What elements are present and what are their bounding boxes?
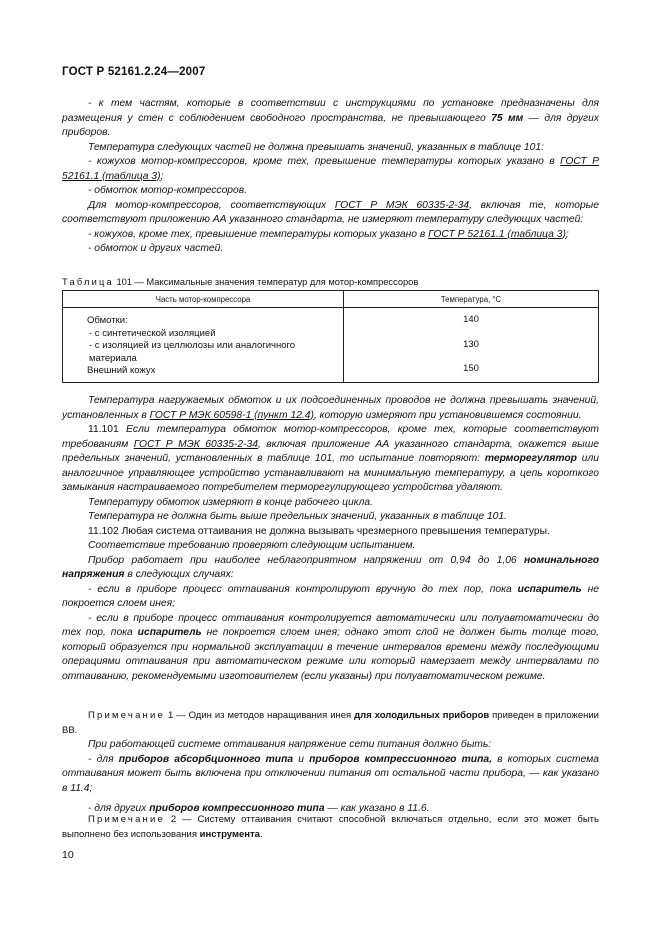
temperature-table [62, 290, 599, 383]
text-block-2 [62, 394, 599, 684]
paragraph: Температуру обмоток измеряют в конце рабочего цикла. [88, 496, 373, 508]
paragraph: - для других приборов компрессионного типа — как указано в 11.6. [88, 803, 430, 814]
reference-link[interactable]: ГОСТ Р 52161.1 (таблица 3) [62, 156, 599, 182]
paragraph: Соответствие требованию проверяют следующим испытанием. [88, 540, 416, 551]
column-header-temperature: Температура, °С [344, 291, 599, 308]
paragraph: - кожухов, кроме тех, превышение температуры которых указано в ГОСТ Р 52161.1 (таблица 3); [88, 228, 569, 240]
table-cell-parts: Обмотки: - с синтетической изоляцией - с изоляцией из целлюлозы или аналогичного материала Внешний кожух [63, 308, 344, 383]
paragraph: Температура следующих частей не должна превышать значений, указанных в таблице 101: [88, 141, 544, 153]
paragraph: Прибор работает при наиболее неблагоприятном напряжении от 0,94 до 1,06 номинального напряжения в следующих случаях: [62, 554, 599, 580]
paragraph: - кожухов мотор-компрессоров, кроме тех, превышение температуры которых указано в ГОСТ Р 52161.1 (таблица 3); [62, 156, 599, 182]
table-header-row [63, 291, 599, 308]
note-1: Примечание 1 — Один из методов наращивания инея для холодильных приборов приведен в приложении ВВ. [62, 710, 599, 736]
table-caption: Таблица 101 — Максимальные значения температур для мотор-компрессоров [62, 277, 419, 287]
paragraph: - обмоток мотор-компрессоров. [88, 185, 247, 196]
paragraph: - если в приборе процесс оттаивания контролируют вручную до тех пор, пока испаритель не покроется слоем инея; [62, 583, 599, 609]
paragraph: Температура нагружаемых обмоток и их подсоединенных проводов не должна превышать значений, установленных в ГОСТ Р МЭК 60598-1 (пункт 12.4), которую измеряют при установившемся состоянии. [62, 395, 599, 421]
table-row [63, 308, 599, 383]
reference-link[interactable]: ГОСТ Р 52161.1 (таблица 3) [428, 228, 566, 240]
column-header-part: Часть мотор-компрессора [63, 291, 344, 308]
page-number: 10 [62, 849, 74, 861]
text-block-3 [62, 738, 599, 817]
reference-link[interactable]: ГОСТ Р МЭК 60598-1 (пункт 12.4) [149, 409, 314, 421]
paragraph: При работающей системе оттаивания напряжение сети питания должно быть: [88, 739, 492, 750]
reference-link[interactable]: ГОСТ Р МЭК 60335-2-34 [133, 438, 258, 450]
clause-11-101: 11.101 Если температура обмоток мотор-компрессоров, кроме тех, которые соответствуют требованиям ГОСТ Р МЭК 60335-2-34, включая приложение АА указанного стандарта, окажется выше предельных значений, установленных в таблице 101, то испытание повторяют: терморегулятор или аналогичное управляющее устройство устанавливают на минимальную температуру, а цепь короткого замыкания настраиваемого потребителем терморегулирующего устройства удаляют. [62, 424, 600, 493]
paragraph: - для приборов абсорбционного типа и приборов компрессионного типа, в которых система оттаивания может быть включена при отключении питания от остальной части прибора, — как указано в 11.4; [62, 753, 600, 794]
reference-link[interactable]: ГОСТ Р МЭК 60335-2-34 [334, 199, 470, 211]
paragraph: - если в приборе процесс оттаивания контролируется автоматически или полуавтоматически до тех пор, пока испаритель не покроется слоем инея; однако этот слой не должен быть толще того, который образуется при нормальной эксплуатации в течение интервалов времени между последующими операциями оттаивания при автоматическом режиме или который намерзает между интервалами по оттаиванию, рекомендуемыми изготовителем (если указаны) при полуавтоматическом режиме. [62, 612, 599, 682]
document-header: ГОСТ Р 52161.2.24—2007 [62, 66, 206, 78]
text-block-1 [62, 97, 599, 257]
paragraph: Для мотор-компрессоров, соответствующих ГОСТ Р МЭК 60335-2-34, включая те, которые соответствуют приложению АА указанного стандарта, не измеряют температуру следующих частей: [62, 199, 599, 225]
clause-11-102: 11.102 Любая система оттаивания не должна вызывать чрезмерного превышения температуры. [88, 525, 550, 537]
paragraph: - к тем частям, которые в соответствии с инструкциями по установке предназначены для размещения у стен с соблюдением свободного пространства, не превышающего 75 мм — для других приборов. [62, 98, 599, 138]
table-cell-temperatures: 140 130 150 [344, 308, 599, 383]
note-2: Примечание 2 — Систему оттаивания считают способной включаться отдельно, если это может быть выполнено без использования инструмента. [62, 814, 599, 840]
paragraph: Температура не должна быть выше предельных значений, указанных в таблице 101. [88, 511, 507, 522]
paragraph: - обмоток и других частей. [88, 243, 224, 254]
